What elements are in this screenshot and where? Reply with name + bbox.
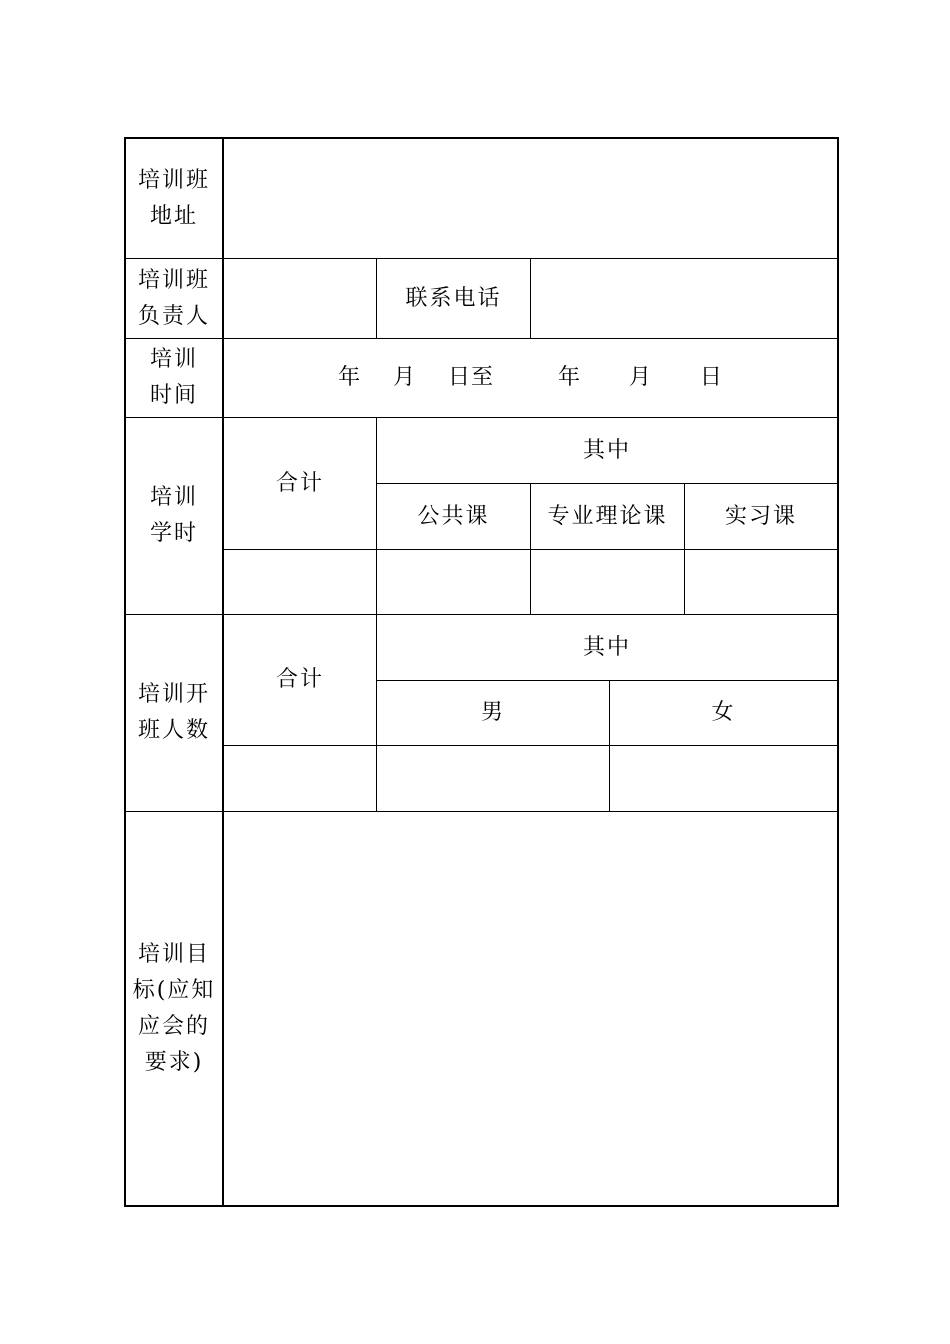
goals-entry-field[interactable] [224,812,837,1205]
hours-public-course-header: 公共课 [417,503,490,529]
hours-theory-entry[interactable] [531,550,684,614]
headcount-label: 培训开 班人数 [137,682,210,743]
phone-entry-field[interactable] [531,259,837,338]
hours-practice-entry[interactable] [685,550,837,614]
goals-label: 培训目 标(应知 应会的 要求) [132,941,216,1075]
training-form [124,137,839,1207]
headcount-total-entry[interactable] [224,746,376,811]
hours-of-which-header: 其中 [582,437,631,463]
period-value[interactable]: 年 月 日至 年 月 日 [338,365,723,390]
hours-total-header: 合计 [275,470,324,496]
leader-entry-field[interactable] [224,259,376,338]
address-entry-field[interactable] [224,139,837,258]
address-label: 培训班 地址 [137,167,210,229]
headcount-total-header: 合计 [275,667,324,692]
hours-theory-course-header: 专业理论课 [547,503,668,529]
hours-total-entry[interactable] [224,550,376,614]
headcount-male-entry[interactable] [377,746,609,811]
headcount-male-header: 男 [480,700,505,725]
headcount-of-which-header: 其中 [582,634,631,660]
headcount-female-entry[interactable] [610,746,837,811]
phone-label: 联系电话 [405,285,502,311]
hours-public-entry[interactable] [377,550,530,614]
hours-practice-course-header: 实习课 [724,503,797,529]
leader-label: 培训班 负责人 [137,267,210,329]
hours-label: 培训 学时 [149,485,198,546]
headcount-female-header: 女 [711,700,736,725]
period-label: 培训 时间 [149,347,198,408]
